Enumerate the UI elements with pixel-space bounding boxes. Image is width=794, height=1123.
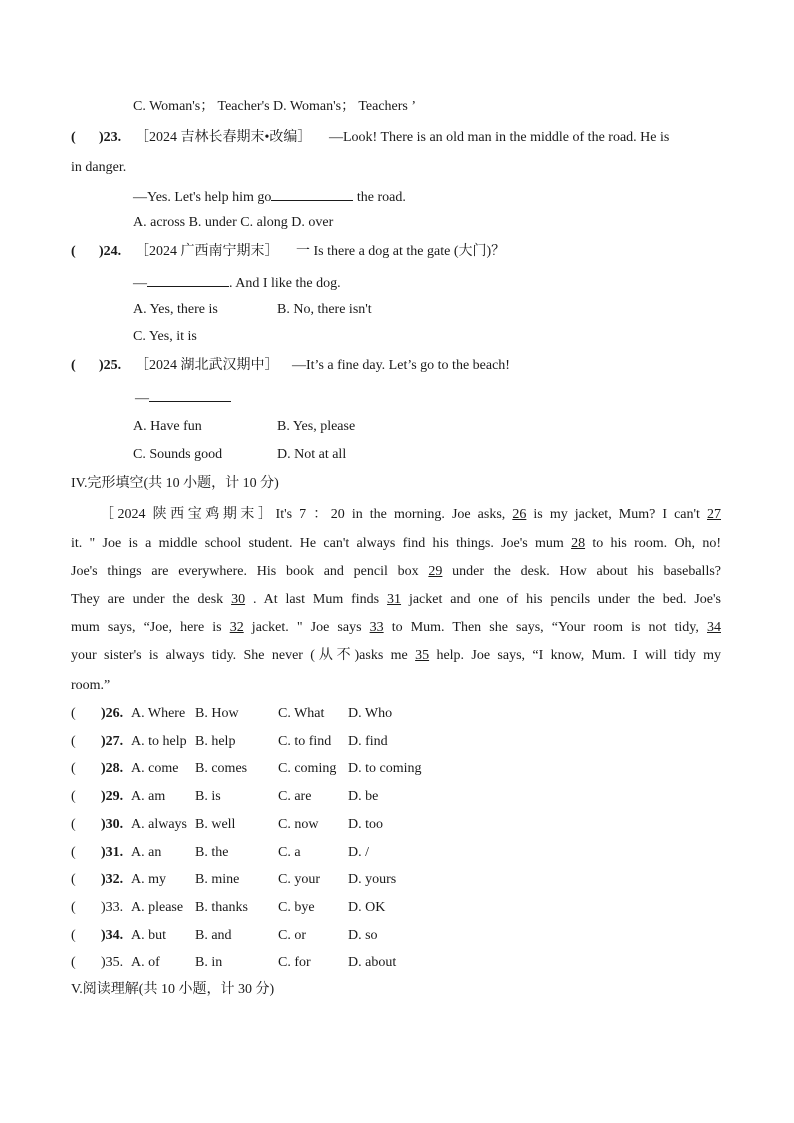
answer-paren: ( [71,789,76,804]
passage-line [100,506,721,524]
question-number: )32. [101,872,124,887]
option-a: A. Where [131,706,186,721]
question-options: A. across B. under C. along D. over [133,215,334,230]
blank-34: 34 [707,620,721,635]
option-d: D. be [348,789,379,804]
option-a: A. my [131,872,166,887]
reply-text: . And I like the dog. [229,276,341,291]
passage-text: to Mum. Then she says, “Your room is not tidy, [383,620,707,635]
option-a: A. but [131,928,166,943]
option-b: B. How [195,706,239,721]
passage-text: your sister's is always tidy. She never (从不)asks me [71,648,416,663]
reply-line [133,187,406,207]
option-b: B. thanks [195,900,248,915]
answer-paren: ( [71,845,76,860]
passage-text: jacket. " Joe says [243,620,370,635]
passage-text: to his room. Oh, no! [585,536,721,551]
option-a: A. Yes, there is [133,302,218,317]
question-text: —Look! There is an old man in the middle of the road. He is [329,130,670,145]
question-number: )33. [101,900,124,915]
option-d: D. find [348,734,388,749]
passage-text: under the desk. How about his baseballs? [442,564,721,579]
option-c: C. coming [278,761,337,776]
answer-paren-close: ) [99,358,104,373]
reply-dash: — [135,391,149,406]
option-d: D. so [348,928,378,943]
option-b: B. comes [195,761,248,776]
question-num: 23. [103,130,122,145]
option-c: C. bye [278,900,315,915]
reply-line [135,388,231,408]
passage-line: room.” [71,678,111,693]
passage-text: jacket and one of his pencils under the bed. Joe's [401,592,721,607]
reply-text: —Yes. Let's help him go [133,190,272,205]
option-a: A. always [131,817,187,832]
answer-paren: ( [71,900,76,915]
option-c: C. Sounds good [133,447,223,462]
option-d: D. about [348,955,397,970]
option-c: C. your [278,872,320,887]
answer-paren-close: ) [99,130,104,145]
answer-paren: ( [71,872,76,887]
option-b: B. Yes, please [277,419,356,434]
option-c: C. What [278,706,325,721]
option-c: C. Yes, it is [133,329,197,344]
option-a: A. an [131,845,162,860]
question-number: )34. [101,928,124,943]
option-b: B. mine [195,872,240,887]
blank-27: 27 [707,507,721,522]
option-b: B. is [195,789,221,804]
answer-paren-open: ( [71,244,76,259]
option-a: A. please [131,900,184,915]
answer-paren: ( [71,955,76,970]
question-number: )35. [101,955,124,970]
option-b: B. No, there isn't [277,302,372,317]
reply-line [133,273,341,293]
question-number: )30. [101,817,124,832]
option-d: D. / [348,845,369,860]
option-c: C. a [278,845,301,860]
question-number [99,357,121,375]
question-number [99,129,121,147]
option-a: A. Have fun [133,419,202,434]
question-num: 24. [103,244,122,259]
answer-blank [147,273,229,287]
passage-text: They are under the desk [71,592,232,607]
question-num: 25. [103,358,122,373]
passage-text: is my jacket, Mum? I can't [526,507,707,522]
blank-28: 28 [571,536,586,551]
passage-line [71,591,721,609]
question-number [99,243,121,261]
question-source: ［2024 吉林长春期末•改编］ [135,130,312,145]
question-number: )28. [101,761,124,776]
answer-paren: ( [71,761,76,776]
blank-35: 35 [415,648,430,663]
passage-line [71,563,721,581]
option-a: A. of [131,955,160,970]
option-d: D. Who [348,706,393,721]
passage-text: ［2024 陕西宝鸡期末］It's 7 ：20 in the morning. Joe asks, [100,507,513,522]
question-text-cont: in danger. [71,160,127,175]
passage-text: help. Joe says, “I know, Mum. I will tidy my [429,648,721,663]
section-heading-cloze: IV.完形填空(共 10 小题，计 10 分) [71,476,279,491]
answer-blank [271,187,353,201]
option-d: D. OK [348,900,386,915]
reply-text-end: the road. [356,190,406,205]
option-c: C. to find [278,734,332,749]
question-number: )31. [101,845,124,860]
answer-paren-close: ) [99,244,104,259]
blank-32: 32 [229,620,244,635]
answer-paren-open: ( [71,358,76,373]
option-c: C. or [278,928,306,943]
option-a: A. to help [131,734,187,749]
question-text: 一 Is there a dog at the gate (大门)？ [296,244,506,259]
option-d: D. Not at all [277,447,347,462]
passage-line [71,535,721,553]
option-b: B. and [195,928,232,943]
answer-paren-open: ( [71,130,76,145]
question-number: )27. [101,734,124,749]
option-d: D. too [348,817,383,832]
passage-text: . At last Mum finds [245,592,388,607]
answer-paren: ( [71,817,76,832]
blank-26: 26 [512,507,527,522]
option-c: C. now [278,817,319,832]
answer-blank [149,388,231,402]
option-b: B. the [195,845,229,860]
blank-31: 31 [387,592,402,607]
passage-text: Joe's things are everywhere. His book and pencil box [71,564,429,579]
question-number: )26. [101,706,124,721]
answer-paren: ( [71,734,76,749]
option-d: D. to coming [348,761,422,776]
section-heading-reading: V.阅读理解(共 10 小题，计 30 分) [71,982,275,997]
option-c: C. are [278,789,312,804]
question-source: ［2024 湖北武汉期中］ [135,358,279,373]
q22-options: C. Woman's； Teacher's D. Woman's； Teachers ’ [133,99,417,114]
option-a: A. am [131,789,166,804]
answer-paren: ( [71,928,76,943]
answer-paren: ( [71,706,76,721]
question-source: ［2024 广西南宁期末］ [135,244,279,259]
blank-30: 30 [231,592,246,607]
option-b: B. help [195,734,236,749]
passage-text: mum says, “Joe, here is [71,620,230,635]
option-b: B. in [195,955,223,970]
question-text: —It’s a fine day. Let’s go to the beach! [292,358,510,373]
reply-dash: — [133,276,147,291]
passage-text: it. " Joe is a middle school student. He can't always find his things. Joe's mum [71,536,572,551]
option-d: D. yours [348,872,397,887]
question-number: )29. [101,789,124,804]
blank-29: 29 [428,564,443,579]
passage-line [71,619,721,637]
option-b: B. well [195,817,236,832]
option-a: A. come [131,761,179,776]
option-c: C. for [278,955,311,970]
passage-line [71,647,721,665]
blank-33: 33 [369,620,384,635]
